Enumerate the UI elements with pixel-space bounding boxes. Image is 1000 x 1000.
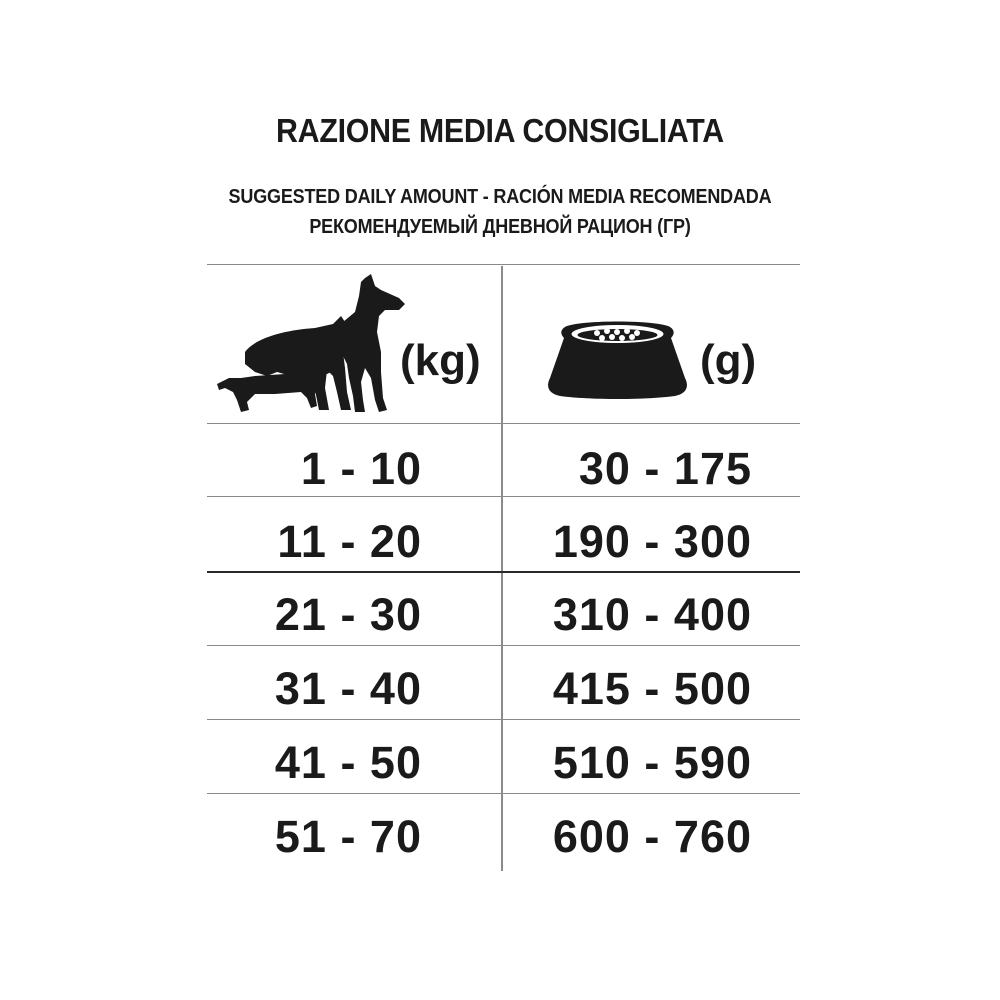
row-divider [207,793,800,794]
dogs-icon [215,272,405,417]
food-bowl-icon [545,320,690,400]
subtitle-russian: РЕКОМЕНДУЕМЫЙ ДНЕВНОЙ РАЦИОН (ГР) [309,216,691,238]
weight-cell: 21 - 30 [274,589,422,640]
weight-unit-label: (kg) [400,336,481,385]
column-divider [501,266,503,871]
amount-cell: 415 - 500 [552,663,752,714]
header-bottom-border [207,423,800,424]
weight-cell: 31 - 40 [274,663,422,714]
amount-cell: 30 - 175 [578,443,752,494]
table-top-border [207,264,800,265]
weight-cell: 51 - 70 [274,811,422,862]
amount-cell: 310 - 400 [552,589,752,640]
weight-cell: 11 - 20 [277,516,422,567]
amount-cell: 190 - 300 [552,516,752,567]
weight-cell: 1 - 10 [300,443,422,494]
row-divider [207,719,800,720]
amount-cell: 510 - 590 [552,737,752,788]
page-title: RAZIONE MEDIA CONSIGLIATA [276,112,724,149]
weight-cell: 41 - 50 [274,737,422,788]
subtitle-multilingual: SUGGESTED DAILY AMOUNT - RACIÓN MEDIA RECOMENDADA [228,186,772,208]
row-divider [207,496,800,497]
row-divider [207,645,800,646]
amount-unit-label: (g) [700,336,757,385]
row-divider [207,571,800,573]
amount-cell: 600 - 760 [552,811,752,862]
